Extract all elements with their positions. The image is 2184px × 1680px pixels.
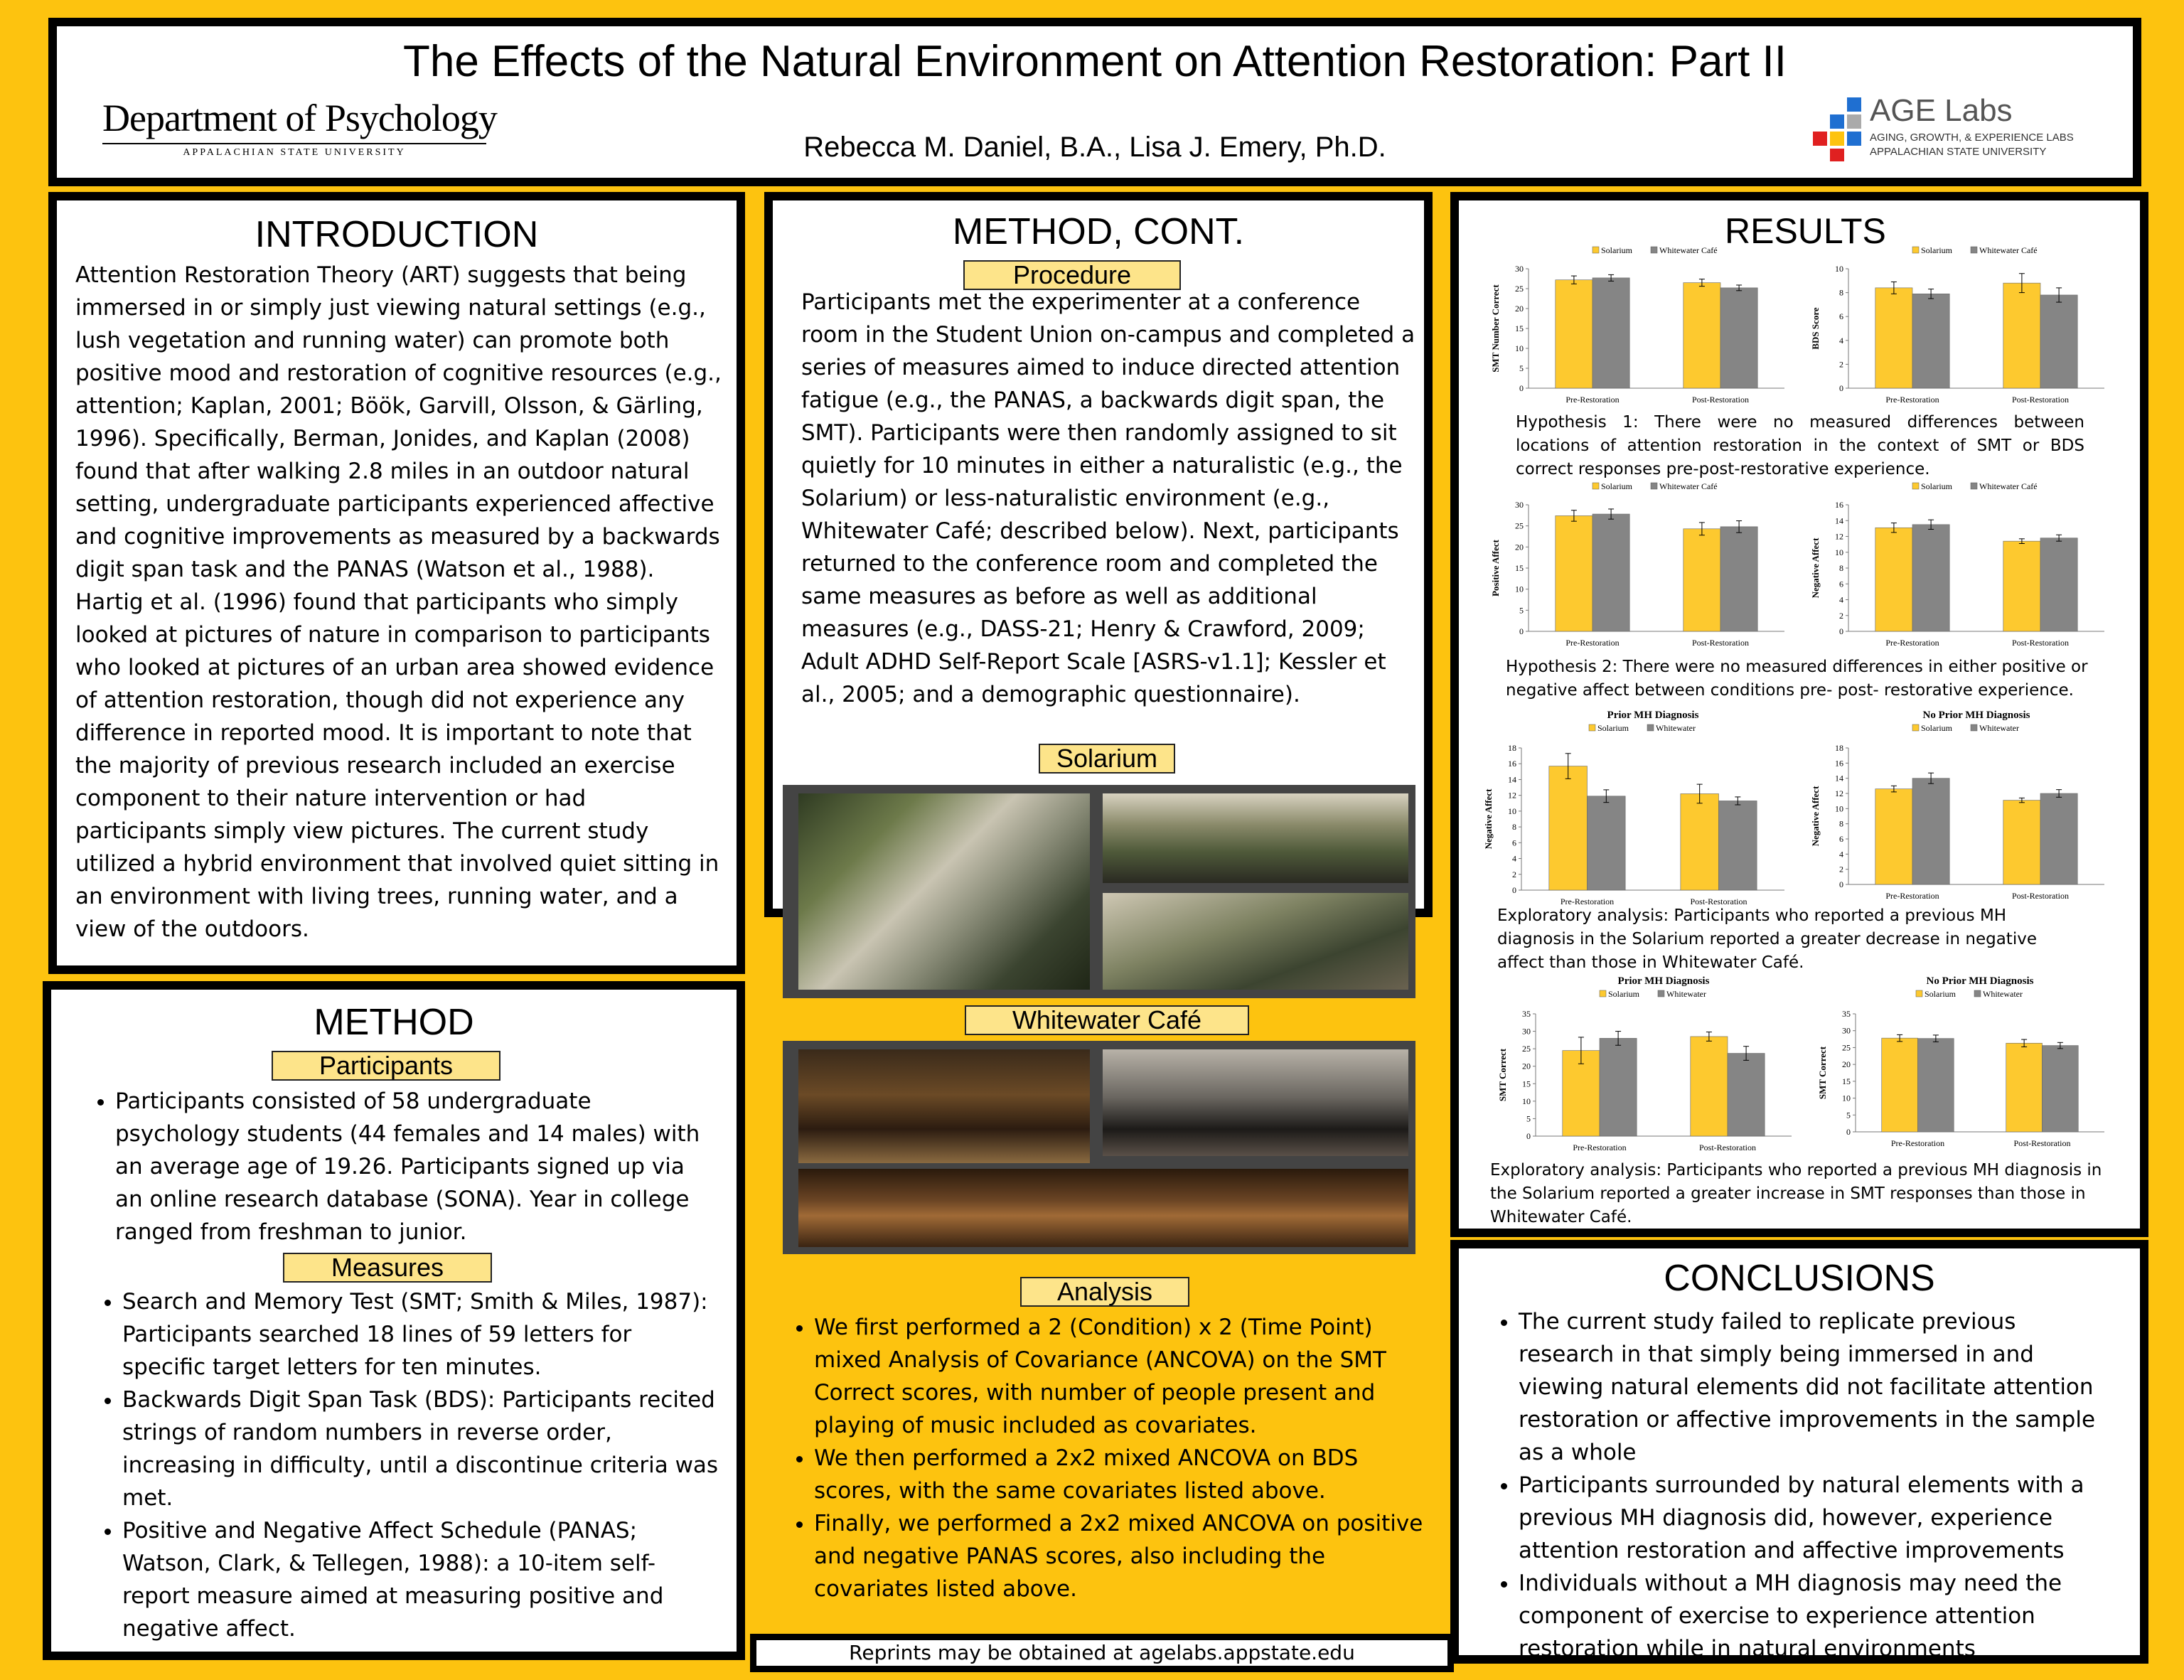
- legend-label: Solarium: [1921, 723, 1952, 733]
- legend-label: Whitewater: [1656, 723, 1696, 733]
- bar: [2040, 793, 2077, 884]
- department-logo-rule: [102, 143, 486, 144]
- y-tick-label: 30: [1842, 1025, 1851, 1036]
- y-axis-label: Negative Affect: [1483, 788, 1494, 850]
- y-tick-label: 30: [1515, 264, 1524, 274]
- y-tick-label: 0: [1526, 1131, 1531, 1141]
- analysis-item: • Finally, we performed a 2x2 mixed ANCOVA on positive and negative PANAS scores, also including the covariates listed above.: [814, 1507, 1425, 1605]
- y-tick-label: 10: [1835, 264, 1843, 274]
- measures-label: Measures: [283, 1253, 492, 1283]
- chart-negative-affect-prior-mh: [1480, 707, 1793, 911]
- bar: [2043, 1046, 2079, 1132]
- chart-positive-affect: [1487, 479, 1793, 653]
- reprints-text: Reprints may be obtained at agelabs.appstate.edu: [849, 1641, 1355, 1664]
- y-tick-label: 5: [1519, 605, 1524, 616]
- bar: [1912, 294, 1949, 388]
- y-tick-label: 14: [1835, 515, 1843, 526]
- legend-swatch: [1971, 247, 1977, 253]
- department-logo: [102, 96, 497, 174]
- y-tick-label: 12: [1508, 790, 1516, 801]
- y-tick-label: 15: [1522, 1079, 1531, 1089]
- bar: [2003, 541, 2040, 631]
- y-tick-label: 2: [1839, 864, 1843, 874]
- method-cont-panel: [764, 192, 1433, 1602]
- bar: [2040, 538, 2077, 631]
- chart-title: No Prior MH Diagnosis: [1926, 975, 2034, 987]
- legend-swatch: [1651, 247, 1657, 253]
- whitewater-label: Whitewater Café: [965, 1005, 1249, 1035]
- x-tick-label: Post-Restoration: [1690, 897, 1747, 906]
- legend-label: Whitewater: [1983, 989, 2023, 999]
- conclusion-item: • The current study failed to replicate previous research in that simply being immersed in and viewing natural elements did not facilitate attention restoration or affective improvements in the sample as a whole: [1519, 1305, 2113, 1469]
- introduction-text: Attention Restoration Theory (ART) suggests that being immersed in or simply just viewing natural settings (e.g., lush vegetation and running water) can promote both positive mood and restoration of cognitive resources (e.g., attention; Kaplan, 2001; Böök, Garvill, Olsson, & Gärling, 1996). Specifically, Berman, Jonides, and Kaplan (2008) found that after walking 2.8 miles in an outdoor natural setting, undergraduate participants experienced affective and cognitive improvements as measured by a backwards digit span task and the PANAS (Watson et al., 1988). Hartig et al. (1996) found that participants who simply looked at pictures of nature in comparison to participants who looked at pictures of an urban area showed evidence of attention restoration, though did not experience any difference in reported mood. It is important to note that the majority of previous research included an exercise component to their nature intervention or had participants simply view pictures. The current study utilized a hybrid environment that involved quiet sitting in an environment with living trees, running water, and a view of the outdoors.: [75, 262, 722, 942]
- y-tick-label: 14: [1835, 773, 1843, 783]
- chart-smt-prior-mh: [1494, 973, 1800, 1157]
- bar: [2006, 1043, 2043, 1132]
- y-tick-label: 0: [1839, 383, 1843, 393]
- chart-title: Prior MH Diagnosis: [1617, 975, 1710, 987]
- age-labs-squares-icon: [1807, 97, 1871, 161]
- y-tick-label: 12: [1835, 531, 1843, 542]
- bar: [1720, 527, 1757, 631]
- y-tick-label: 2: [1512, 869, 1516, 879]
- y-tick-label: 20: [1842, 1059, 1851, 1070]
- conclusions-list: [1459, 1305, 2113, 1665]
- results-panel: [1450, 192, 2148, 1237]
- y-tick-label: 14: [1508, 774, 1516, 785]
- conclusions-title: CONCLUSIONS: [1664, 1258, 1935, 1299]
- age-labs-logo: [1807, 93, 2106, 176]
- legend-label: Solarium: [1601, 481, 1632, 491]
- authors: Rebecca M. Daniel, B.A., Lisa J. Emery, Ph.D.: [803, 132, 1386, 163]
- legend-label: Solarium: [1925, 989, 1956, 999]
- y-tick-label: 4: [1839, 594, 1843, 605]
- legend-swatch: [1592, 483, 1599, 489]
- x-tick-label: Pre-Restoration: [1885, 638, 1939, 648]
- footer-panel: [750, 1634, 1454, 1672]
- y-tick-label: 20: [1515, 542, 1524, 552]
- y-tick-label: 30: [1515, 500, 1524, 510]
- y-tick-label: 18: [1508, 743, 1516, 753]
- y-tick-label: 35: [1842, 1009, 1851, 1019]
- y-tick-label: 0: [1839, 626, 1843, 636]
- method-panel: [43, 981, 745, 1660]
- conclusion-item: • Individuals without a MH diagnosis may need the component of exercise to experience attention restoration while in natural environments: [1519, 1567, 2113, 1665]
- measure-item: • Backwards Digit Span Task (BDS): Participants recited strings of random numbers in reverse order, increasing in difficulty, until a discontinue criteria was met.: [122, 1384, 719, 1514]
- chart-negative-affect: [1807, 479, 2113, 653]
- y-tick-label: 15: [1515, 563, 1524, 573]
- bar: [1588, 796, 1626, 890]
- bar: [1875, 288, 1912, 388]
- x-tick-label: Post-Restoration: [1699, 1143, 1756, 1152]
- analysis-label: Analysis: [1020, 1277, 1189, 1307]
- y-axis-label: SMT Correct: [1817, 1046, 1828, 1100]
- y-tick-label: 6: [1839, 834, 1843, 844]
- bar: [1875, 528, 1912, 631]
- legend-label: Whitewater Café: [1659, 245, 1718, 255]
- chart-title: Prior MH Diagnosis: [1607, 710, 1699, 721]
- legend-label: Solarium: [1597, 723, 1629, 733]
- y-tick-label: 10: [1835, 547, 1843, 557]
- x-tick-label: Post-Restoration: [1692, 638, 1749, 648]
- x-tick-label: Pre-Restoration: [1560, 897, 1615, 906]
- bar: [1556, 515, 1592, 631]
- conclusions-panel: [1450, 1240, 2148, 1664]
- legend-label: Whitewater: [1979, 723, 2019, 733]
- bar: [1720, 288, 1757, 388]
- y-tick-label: 4: [1839, 335, 1843, 346]
- bar: [1918, 1039, 1954, 1132]
- chart-title: No Prior MH Diagnosis: [1922, 710, 2030, 721]
- y-tick-label: 10: [1522, 1096, 1531, 1106]
- conclusion-item: • Participants surrounded by natural elements with a previous MH diagnosis did, however, experience attention restoration and affective improvements: [1519, 1469, 2113, 1567]
- bar: [2003, 801, 2040, 884]
- y-tick-label: 20: [1515, 304, 1524, 314]
- x-tick-label: Pre-Restoration: [1885, 395, 1939, 405]
- legend-label: Solarium: [1921, 245, 1952, 255]
- legend-swatch: [1974, 990, 1981, 997]
- procedure-label: Procedure: [963, 260, 1181, 290]
- legend-swatch: [1658, 990, 1664, 997]
- y-tick-label: 4: [1839, 849, 1843, 860]
- age-labs-sub1: AGING, GROWTH, & EXPERIENCE LABS: [1870, 132, 2074, 144]
- whitewater-photo-1: [798, 1049, 1090, 1163]
- y-tick-label: 0: [1839, 879, 1843, 889]
- y-tick-label: 8: [1839, 818, 1843, 829]
- legend-swatch: [1600, 990, 1606, 997]
- legend-swatch: [1912, 724, 1919, 731]
- y-tick-label: 20: [1522, 1061, 1531, 1071]
- y-tick-label: 15: [1842, 1076, 1851, 1086]
- y-tick-label: 15: [1515, 323, 1524, 333]
- bar: [1882, 1038, 1918, 1132]
- x-tick-label: Pre-Restoration: [1890, 1138, 1945, 1148]
- y-axis-label: Positive Affect: [1490, 540, 1501, 596]
- solarium-photos: [783, 785, 1415, 998]
- y-tick-label: 30: [1522, 1026, 1531, 1037]
- x-tick-label: Post-Restoration: [2012, 638, 2069, 648]
- x-tick-label: Post-Restoration: [2012, 891, 2069, 901]
- legend-label: Whitewater: [1666, 989, 1706, 999]
- bar: [1912, 779, 1949, 884]
- whitewater-photos: [783, 1041, 1415, 1254]
- participants-label: Participants: [272, 1051, 500, 1081]
- legend-swatch: [1589, 724, 1595, 731]
- bar: [1549, 766, 1588, 890]
- y-tick-label: 25: [1522, 1044, 1531, 1054]
- solarium-photo-1: [798, 793, 1090, 990]
- caption-hypothesis-1: Hypothesis 1: There were no measured differences between locations of attention restoration in the context of SMT or BDS correct responses pre-post-restorative experience.: [1516, 413, 2084, 478]
- x-tick-label: Pre-Restoration: [1565, 395, 1620, 405]
- introduction-panel: [48, 192, 745, 974]
- chart-negative-affect-no-prior-mh: [1807, 707, 2113, 906]
- y-axis-label: Negative Affect: [1810, 537, 1821, 599]
- y-tick-label: 10: [1515, 343, 1524, 353]
- legend-label: Whitewater Café: [1979, 245, 2038, 255]
- poster-title: The Effects of the Natural Environment on Attention Restoration: Part II: [402, 37, 1787, 86]
- analysis-list: [773, 1311, 1425, 1605]
- y-tick-label: 0: [1519, 626, 1524, 636]
- bar: [1592, 278, 1629, 388]
- measure-item: • Search and Memory Test (SMT; Smith & Miles, 1987): Participants searched 18 lines of 59 letters for specific target letters for ten minutes.: [122, 1285, 719, 1384]
- department-logo-main: Department of Psychology: [102, 97, 497, 139]
- whitewater-photo-2: [1103, 1049, 1408, 1156]
- method-cont-title: METHOD, CONT.: [952, 211, 1245, 252]
- legend-swatch: [1651, 483, 1657, 489]
- legend-label: Solarium: [1601, 245, 1632, 255]
- caption-hypothesis-2: Hypothesis 2: There were no measured differences in either positive or negative affect between conditions pre- post- restorative experience.: [1506, 658, 2088, 700]
- y-tick-label: 8: [1512, 822, 1516, 833]
- solarium-photo-2: [1103, 793, 1408, 883]
- legend-label: Whitewater Café: [1659, 481, 1718, 491]
- bar: [1912, 525, 1949, 631]
- y-tick-label: 35: [1522, 1009, 1531, 1019]
- y-tick-label: 0: [1846, 1127, 1851, 1137]
- y-tick-label: 0: [1519, 383, 1524, 393]
- legend-swatch: [1912, 483, 1919, 489]
- legend-swatch: [1916, 990, 1922, 997]
- legend-swatch: [1971, 724, 1977, 731]
- measures-list: [94, 1285, 719, 1645]
- y-tick-label: 5: [1526, 1113, 1531, 1124]
- y-axis-label: Negative Affect: [1810, 786, 1821, 847]
- bar: [1719, 801, 1757, 890]
- chart-bds-score: [1807, 243, 2113, 410]
- solarium-photo-3: [1103, 893, 1408, 990]
- chart-smt-no-prior-mh: [1814, 973, 2113, 1153]
- measure-item: • Positive and Negative Affect Schedule (PANAS; Watson, Clark, & Tellegen, 1988): a 10-item self-report measure aimed at measuring positive and negative affect.: [122, 1514, 719, 1645]
- y-tick-label: 18: [1835, 743, 1843, 753]
- y-tick-label: 8: [1839, 287, 1843, 298]
- procedure-text: Participants met the experimenter at a conference room in the Student Union on-campus and completed a series of measures aimed to induce directed attention fatigue (e.g., the PANAS, a backwards digit span, the SMT). Participants were then randomly assigned to sit quietly for 10 minutes in either a naturalistic (e.g., the Solarium) or less-naturalistic environment (e.g., Whitewater Café; described below). Next, participants returned to the conference room and completed the same measures as before as well as additional measures (e.g., DASS-21; Henry & Crawford, 2009; Adult ADHD Self-Report Scale [ASRS-v1.1]; Kessler et al., 2005; and a demographic questionnaire).: [801, 289, 1415, 707]
- y-tick-label: 12: [1835, 788, 1843, 798]
- y-axis-label: SMT Correct: [1497, 1048, 1508, 1102]
- y-tick-label: 10: [1508, 806, 1516, 816]
- y-tick-label: 8: [1839, 563, 1843, 573]
- caption-exploratory-2: Exploratory analysis: Participants who reported a previous MH diagnosis in the Solarium reported a greater increase in SMT responses than those in Whitewater Café.: [1490, 1161, 2102, 1226]
- chart-smt-correct: [1487, 243, 1793, 410]
- y-tick-label: 2: [1839, 610, 1843, 621]
- age-labs-sub2: APPALACHIAN STATE UNIVERSITY: [1870, 146, 2047, 158]
- bar: [1684, 283, 1720, 388]
- y-tick-label: 5: [1846, 1110, 1851, 1120]
- x-tick-label: Post-Restoration: [1692, 395, 1749, 405]
- legend-swatch: [1647, 724, 1654, 731]
- bar: [1728, 1054, 1765, 1136]
- y-axis-label: BDS Score: [1810, 307, 1821, 350]
- x-tick-label: Pre-Restoration: [1573, 1143, 1627, 1152]
- x-tick-label: Pre-Restoration: [1565, 638, 1620, 648]
- y-tick-label: 16: [1508, 759, 1516, 769]
- y-tick-label: 5: [1519, 363, 1524, 373]
- y-tick-label: 6: [1839, 311, 1843, 322]
- bar: [2040, 295, 2077, 388]
- bar: [1600, 1038, 1637, 1136]
- whitewater-photo-3: [798, 1169, 1408, 1247]
- y-tick-label: 10: [1515, 584, 1524, 594]
- caption-exploratory-1: Exploratory analysis: Participants who reported a previous MH diagnosis in the Solarium reported a greater decrease in negative affect than those in Whitewater Café.: [1497, 906, 2037, 972]
- y-tick-label: 25: [1515, 284, 1524, 294]
- legend-swatch: [1912, 247, 1919, 253]
- department-logo-sub: APPALACHIAN STATE UNIVERSITY: [183, 147, 406, 158]
- bar: [1556, 280, 1592, 388]
- analysis-item: • We first performed a 2 (Condition) x 2 (Time Point) mixed Analysis of Covariance (ANCOVA) on the SMT Correct scores, with number of people present and playing of music included as covariates.: [814, 1311, 1425, 1442]
- header-panel: [48, 18, 2141, 186]
- y-tick-label: 10: [1842, 1093, 1851, 1103]
- participants-list: [82, 1085, 708, 1248]
- bar: [1691, 1037, 1728, 1136]
- solarium-label: Solarium: [1039, 744, 1175, 774]
- y-tick-label: 16: [1835, 758, 1843, 769]
- y-tick-label: 10: [1835, 803, 1843, 814]
- bar: [1684, 529, 1720, 631]
- results-title: RESULTS: [1725, 211, 1886, 251]
- legend-swatch: [1971, 483, 1977, 489]
- method-title: METHOD: [314, 1002, 474, 1043]
- y-tick-label: 6: [1839, 579, 1843, 589]
- y-tick-label: 2: [1839, 359, 1843, 370]
- y-tick-label: 16: [1835, 500, 1843, 510]
- y-tick-label: 6: [1512, 838, 1516, 848]
- age-labs-name: AGE Labs: [1870, 93, 2013, 128]
- x-tick-label: Post-Restoration: [2013, 1138, 2071, 1148]
- legend-label: Solarium: [1921, 481, 1952, 491]
- x-tick-label: Pre-Restoration: [1885, 891, 1939, 901]
- x-tick-label: Post-Restoration: [2012, 395, 2069, 405]
- bar: [1875, 789, 1912, 884]
- participants-item: • Participants consisted of 58 undergraduate psychology students (44 females and 14 males) with an average age of 19.26. Participants signed up via an online research database (SONA). Year in college ranged from freshman to junior.: [115, 1085, 708, 1248]
- legend-label: Whitewater Café: [1979, 481, 2038, 491]
- y-tick-label: 25: [1515, 520, 1524, 531]
- bar: [1592, 514, 1629, 631]
- y-tick-label: 4: [1512, 853, 1516, 864]
- legend-swatch: [1592, 247, 1599, 253]
- y-axis-label: SMT Number Correct: [1490, 284, 1501, 373]
- bar: [2003, 283, 2040, 388]
- y-tick-label: 25: [1842, 1042, 1851, 1053]
- analysis-item: • We then performed a 2x2 mixed ANCOVA on BDS scores, with the same covariates listed above.: [814, 1442, 1425, 1507]
- bar: [1681, 793, 1719, 890]
- legend-label: Solarium: [1608, 989, 1639, 999]
- introduction-title: INTRODUCTION: [255, 214, 539, 255]
- y-tick-label: 0: [1512, 885, 1516, 895]
